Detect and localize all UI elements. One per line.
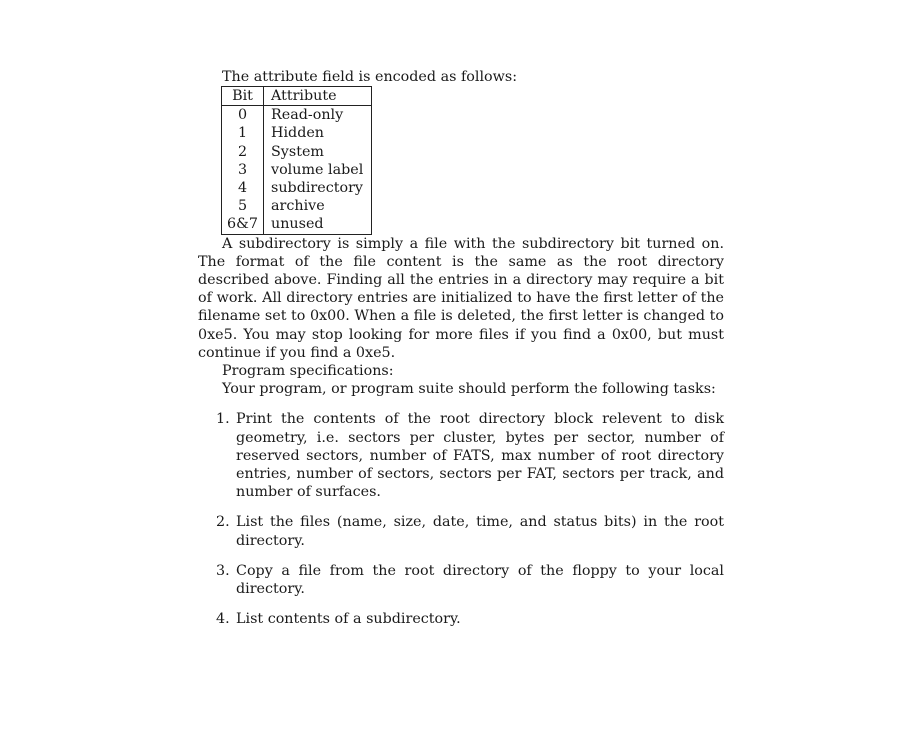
task-list bbox=[198, 410, 724, 628]
bit-cell: 4 bbox=[222, 179, 264, 197]
table-header-row bbox=[222, 87, 372, 106]
table-row bbox=[222, 106, 372, 125]
attribute-table bbox=[221, 86, 372, 235]
bit-cell: 5 bbox=[222, 197, 264, 215]
bit-cell: 3 bbox=[222, 161, 264, 179]
list-item bbox=[198, 513, 724, 549]
bit-cell: 1 bbox=[222, 124, 264, 142]
bit-cell: 6&7 bbox=[222, 215, 264, 234]
attribute-intro: The attribute field is encoded as follows: bbox=[222, 69, 518, 85]
table-row bbox=[222, 124, 372, 142]
tasks-intro: Your program, or program suite should perform the following tasks: bbox=[222, 381, 716, 398]
program-specifications-heading: Program specifications: bbox=[222, 363, 394, 380]
table-row bbox=[222, 215, 372, 234]
header-bit: Bit bbox=[222, 87, 264, 106]
task-text: Copy a file from the root directory of the floppy to your local directory. bbox=[236, 562, 724, 598]
attribute-cell: Hidden bbox=[271, 125, 325, 142]
attribute-cell: subdirectory bbox=[271, 180, 363, 197]
attribute-cell: Read-only bbox=[271, 107, 344, 124]
task-number: 2. bbox=[216, 514, 230, 531]
task-number: 4. bbox=[216, 611, 230, 628]
table-row bbox=[222, 179, 372, 197]
attribute-cell: unused bbox=[271, 216, 324, 233]
list-item bbox=[198, 610, 724, 628]
bit-cell: 0 bbox=[222, 106, 264, 125]
table-row bbox=[222, 197, 372, 215]
attribute-cell: archive bbox=[271, 198, 325, 215]
task-text: Print the contents of the root directory block relevent to disk geometry, i.e. sectors per cluster, bytes per sector, number of reserved sectors, number of FATS, max number of root directory entries, number of sectors, sectors per FAT, sectors per track, and number of surfaces. bbox=[236, 411, 724, 501]
table-row bbox=[222, 143, 372, 161]
subdirectory-paragraph: A subdirectory is simply a file with the subdirectory bit turned on. The format of the file content is the same as the root directory described above. Finding all the entries in a directory may require a bit of work. All directory entries are initialized to have the first letter of the filename set to 0x00. When a file is deleted, the first letter is changed to 0xe5. You may stop looking for more files if you find a 0x00, but must continue if you find a 0xe5. bbox=[198, 235, 724, 361]
list-item bbox=[198, 562, 724, 598]
bit-cell: 2 bbox=[222, 143, 264, 161]
task-text: List contents of a subdirectory. bbox=[236, 611, 461, 628]
task-number: 1. bbox=[216, 411, 230, 428]
attribute-cell: System bbox=[271, 143, 324, 160]
document-page bbox=[198, 68, 724, 640]
table-row bbox=[222, 161, 372, 179]
list-item bbox=[198, 410, 724, 501]
task-number: 3. bbox=[216, 562, 230, 579]
header-attribute: Attribute bbox=[264, 87, 372, 106]
attribute-cell: volume label bbox=[271, 161, 364, 178]
task-text: List the files (name, size, date, time, and status bits) in the root directory. bbox=[236, 514, 724, 549]
